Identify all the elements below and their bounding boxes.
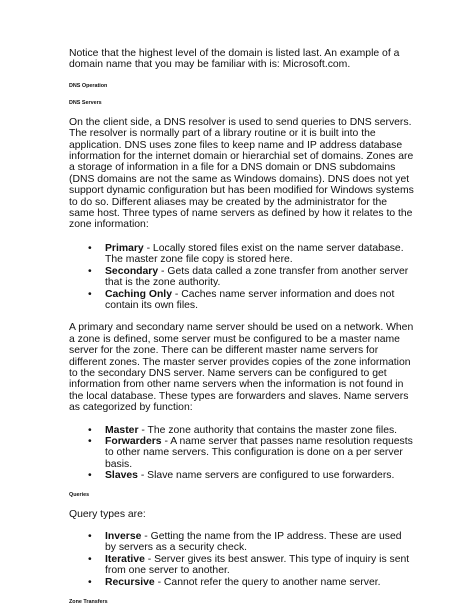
resolver-paragraph: On the client side, a DNS resolver is used to send queries to DNS servers. The resolver is normally part of a library routine or it is built into the application. DNS uses zone files to keep name and IP address database information for the internet domain or hierarchial set of domains. Zones are a storage of information in a file for a DNS domain or DNS subdomains (DNS domains are not the same as Windows domains). DNS does not yet support dynamic configuration but has been modified for Windows systems to do so. Different aliases may be created by the administrator for the same host. Three types of name servers as defined by how it relates to the zone information: — [69, 116, 414, 231]
term-label: Slaves — [105, 470, 138, 482]
term-description: - Server gives its best answer. This type of inquiry is sent from one server to another. — [105, 553, 410, 577]
term-description: - A name server that passes name resolution requests to other name servers. This configuration is done on a per server basis. — [105, 435, 413, 470]
term-label: Recursive — [105, 576, 155, 588]
term-label: Inverse — [105, 531, 142, 542]
term-label: Primary — [105, 242, 144, 254]
list-item — [69, 531, 414, 554]
term-description: - Getting the name from the IP address. These are used by servers as a security check. — [105, 531, 402, 554]
heading-dns-operation: DNS Operation — [69, 82, 108, 89]
list-item — [69, 289, 414, 312]
term-description: - Caches name server information and does not contain its own files. — [105, 288, 395, 311]
term-label: Caching Only — [105, 288, 172, 300]
bullet-icon: • — [88, 531, 92, 542]
list-item — [69, 470, 414, 481]
term-description: - Cannot refer the query to another name server. — [154, 576, 381, 588]
heading-queries: Queries — [69, 491, 90, 498]
bullet-icon: • — [88, 435, 92, 447]
function-types-list — [69, 425, 414, 482]
list-item — [69, 425, 414, 436]
term-label: Forwarders — [105, 435, 162, 447]
query-types-intro: Query types are: — [69, 508, 146, 520]
bullet-icon: • — [88, 242, 92, 254]
heading-dns-servers: DNS Servers — [69, 99, 102, 106]
intro-paragraph: Notice that the highest level of the domain is listed last. An example of a domain name that you may be familiar with is: Microsoft.com. — [69, 48, 400, 71]
bullet-icon: • — [88, 553, 92, 565]
bullet-icon: • — [88, 265, 92, 277]
term-label: Master — [105, 424, 139, 436]
bullet-icon: • — [88, 288, 92, 300]
list-item — [69, 554, 414, 577]
term-description: - Locally stored files exist on the name server database. The master zone file copy is stored here. — [105, 242, 404, 266]
document-page — [69, 48, 414, 606]
bullet-icon: • — [88, 424, 92, 436]
primary-secondary-paragraph: A primary and secondary name server should be used on a network. When a zone is defined, some server must be configured to be a master name server for the zone. There can be different master name servers for different zones. The master server provides copies of the zone information to the secondary DNS server. Name servers can be configured to get information from other name servers when the information is not found in the local database. These types are forwarders and slaves. Name servers as categorized by function: — [69, 322, 414, 414]
term-description: - Slave name servers are configured to use forwarders. — [137, 470, 395, 482]
heading-zone-transfers: Zone Transfers — [69, 599, 108, 606]
term-description: - The zone authority that contains the master zone files. — [138, 424, 398, 436]
list-item — [69, 436, 414, 470]
query-types-list — [69, 531, 414, 588]
term-description: - Gets data called a zone transfer from another server that is the zone authority. — [105, 265, 409, 289]
bullet-icon: • — [88, 470, 92, 482]
list-item — [69, 243, 414, 266]
server-types-list — [69, 243, 414, 311]
list-item — [69, 266, 414, 289]
bullet-icon: • — [88, 576, 92, 588]
term-label: Secondary — [105, 265, 159, 277]
term-label: Iterative — [105, 553, 145, 565]
list-item — [69, 577, 414, 588]
